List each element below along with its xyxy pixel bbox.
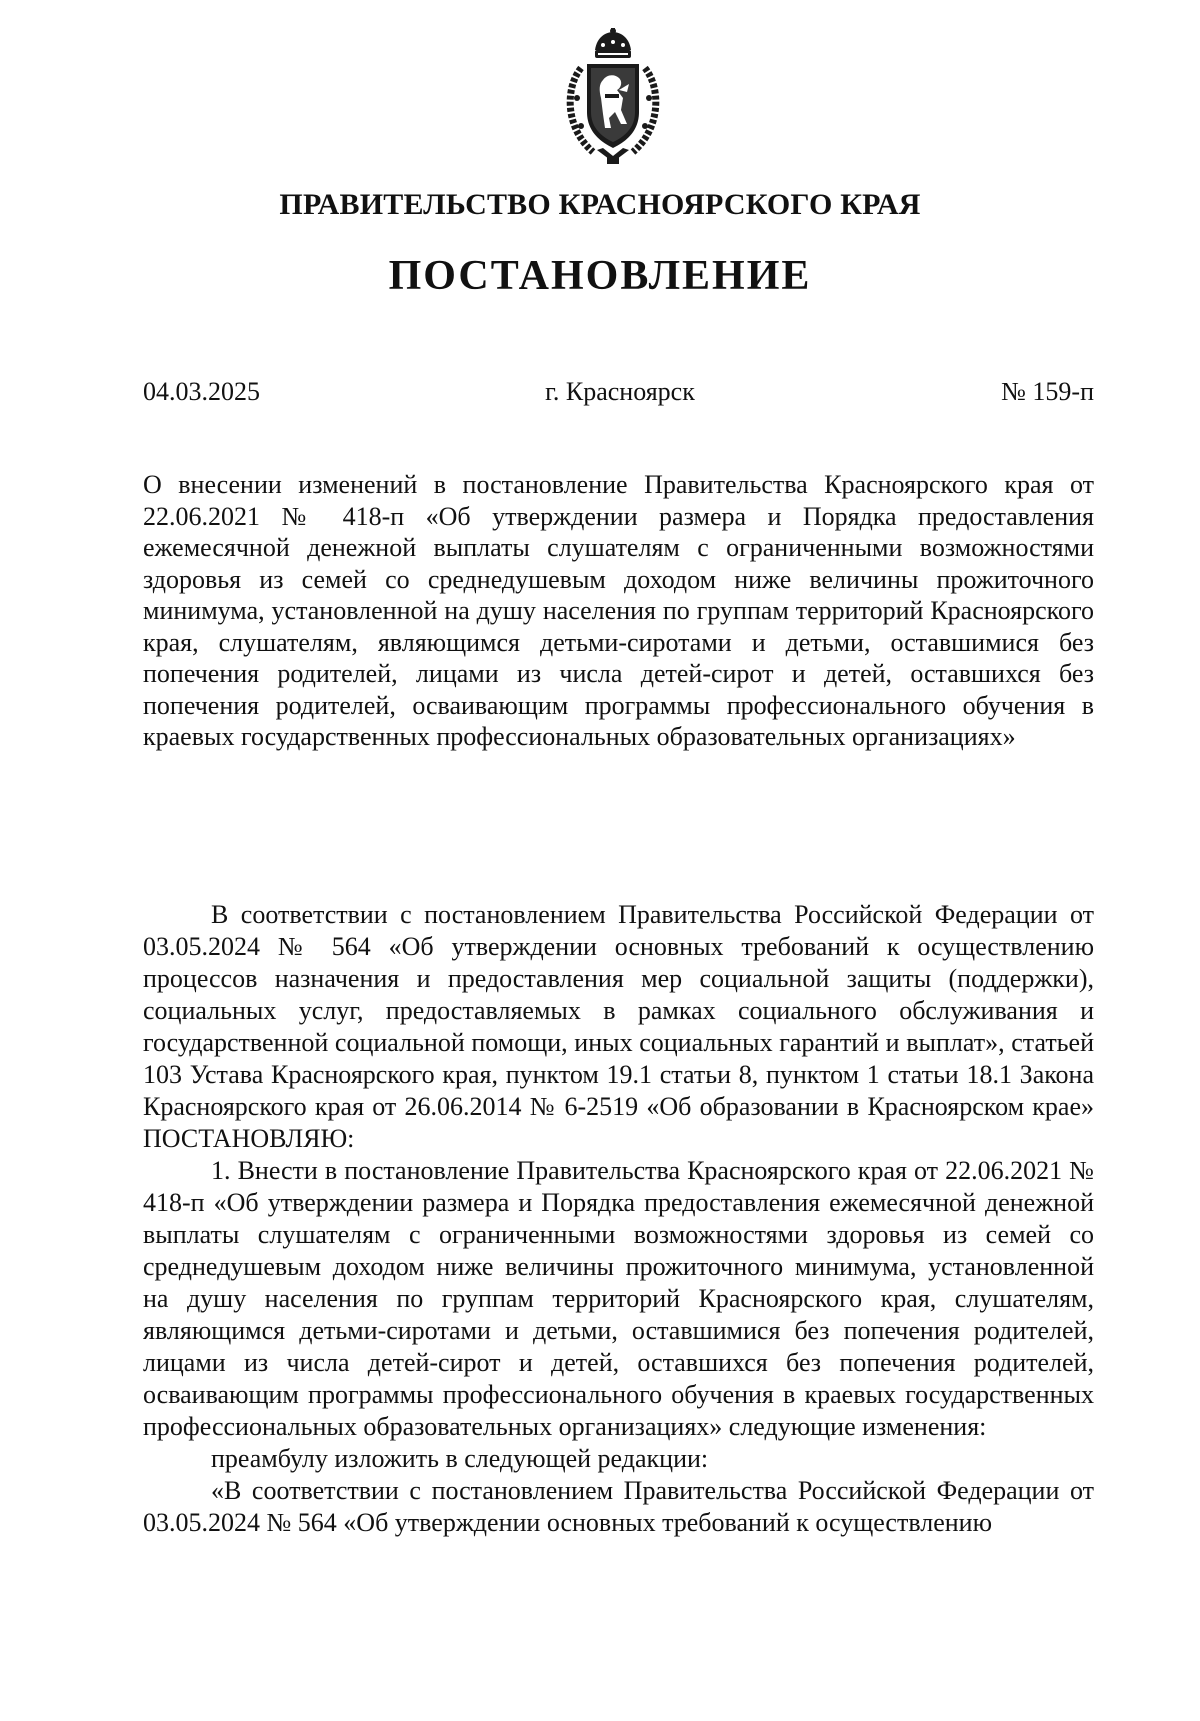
body-paragraph: преамбулу изложить в следующей редакции: (211, 1444, 709, 1473)
document-body (143, 899, 1094, 1539)
document-title: О внесении изменений в постановление Правительства Красноярского края от 22.06.2021 № 418-п «Об утверждении размера и Порядка предоставления ежемесячной денежной выплаты слушателям с ограниченными возможностями здоровья из семей со среднедушевым доходом ниже величины прожиточного минимума, установленной на душу населения по группам территорий Красноярского края, слушателям, являющимся детьми-сиротами и детьми, оставшимися без попечения родителей, лицами из числа детей-сирот и детей, оставшихся без попечения родителей, осваивающим программы профессионального обучения в краевых государственных профессиональных образовательных организациях» (143, 470, 1094, 751)
document-date: 04.03.2025 (143, 377, 260, 406)
body-paragraph: «В соответствии с постановлением Правительства Российской Федерации от 03.05.2024 № 564 «Об утверждении основных требований к осуществлению (143, 1476, 1094, 1537)
body-paragraph: 1. Внести в постановление Правительства Красноярского края от 22.06.2021 № 418-п «Об утверждении размера и Порядка предоставления ежемесячной денежной выплаты слушателям с ограниченными возможностями здоровья из семей со среднедушевым доходом ниже величины прожиточного минимума, установленной на душу населения по группам территорий Красноярского края, слушателям, являющимся детьми-сиротами и детьми, оставшимися без попечения родителей, лицами из числа детей-сирот и детей, оставшихся без попечения родителей, осваивающим программы профессионального обучения в краевых государственных профессиональных образовательных организациях» следующие изменения: (143, 1156, 1094, 1441)
coat-of-arms-icon (557, 28, 669, 166)
document-city: г. Красноярск (545, 377, 695, 406)
document-type: ПОСТАНОВЛЕНИЕ (388, 253, 812, 299)
organization-name: ПРАВИТЕЛЬСТВО КРАСНОЯРСКОГО КРАЯ (279, 188, 921, 221)
document-number: № 159-п (1001, 377, 1094, 406)
body-paragraph: В соответствии с постановлением Правительства Российской Федерации от 03.05.2024 № 564 «Об утверждении основных требований к осуществлению процессов назначения и предоставления мер социальной защиты (поддержки), социальных услуг, предоставляемых в рамках социального обслуживания и государственной социальной помощи, иных социальных гарантий и выплат», статьей 103 Устава Красноярского края, пунктом 19.1 статьи 8, пунктом 1 статьи 18.1 Закона Красноярского края от 26.06.2014 № 6-2519 «Об образовании в Красноярском крае» ПОСТАНОВЛЯЮ: (143, 900, 1094, 1153)
